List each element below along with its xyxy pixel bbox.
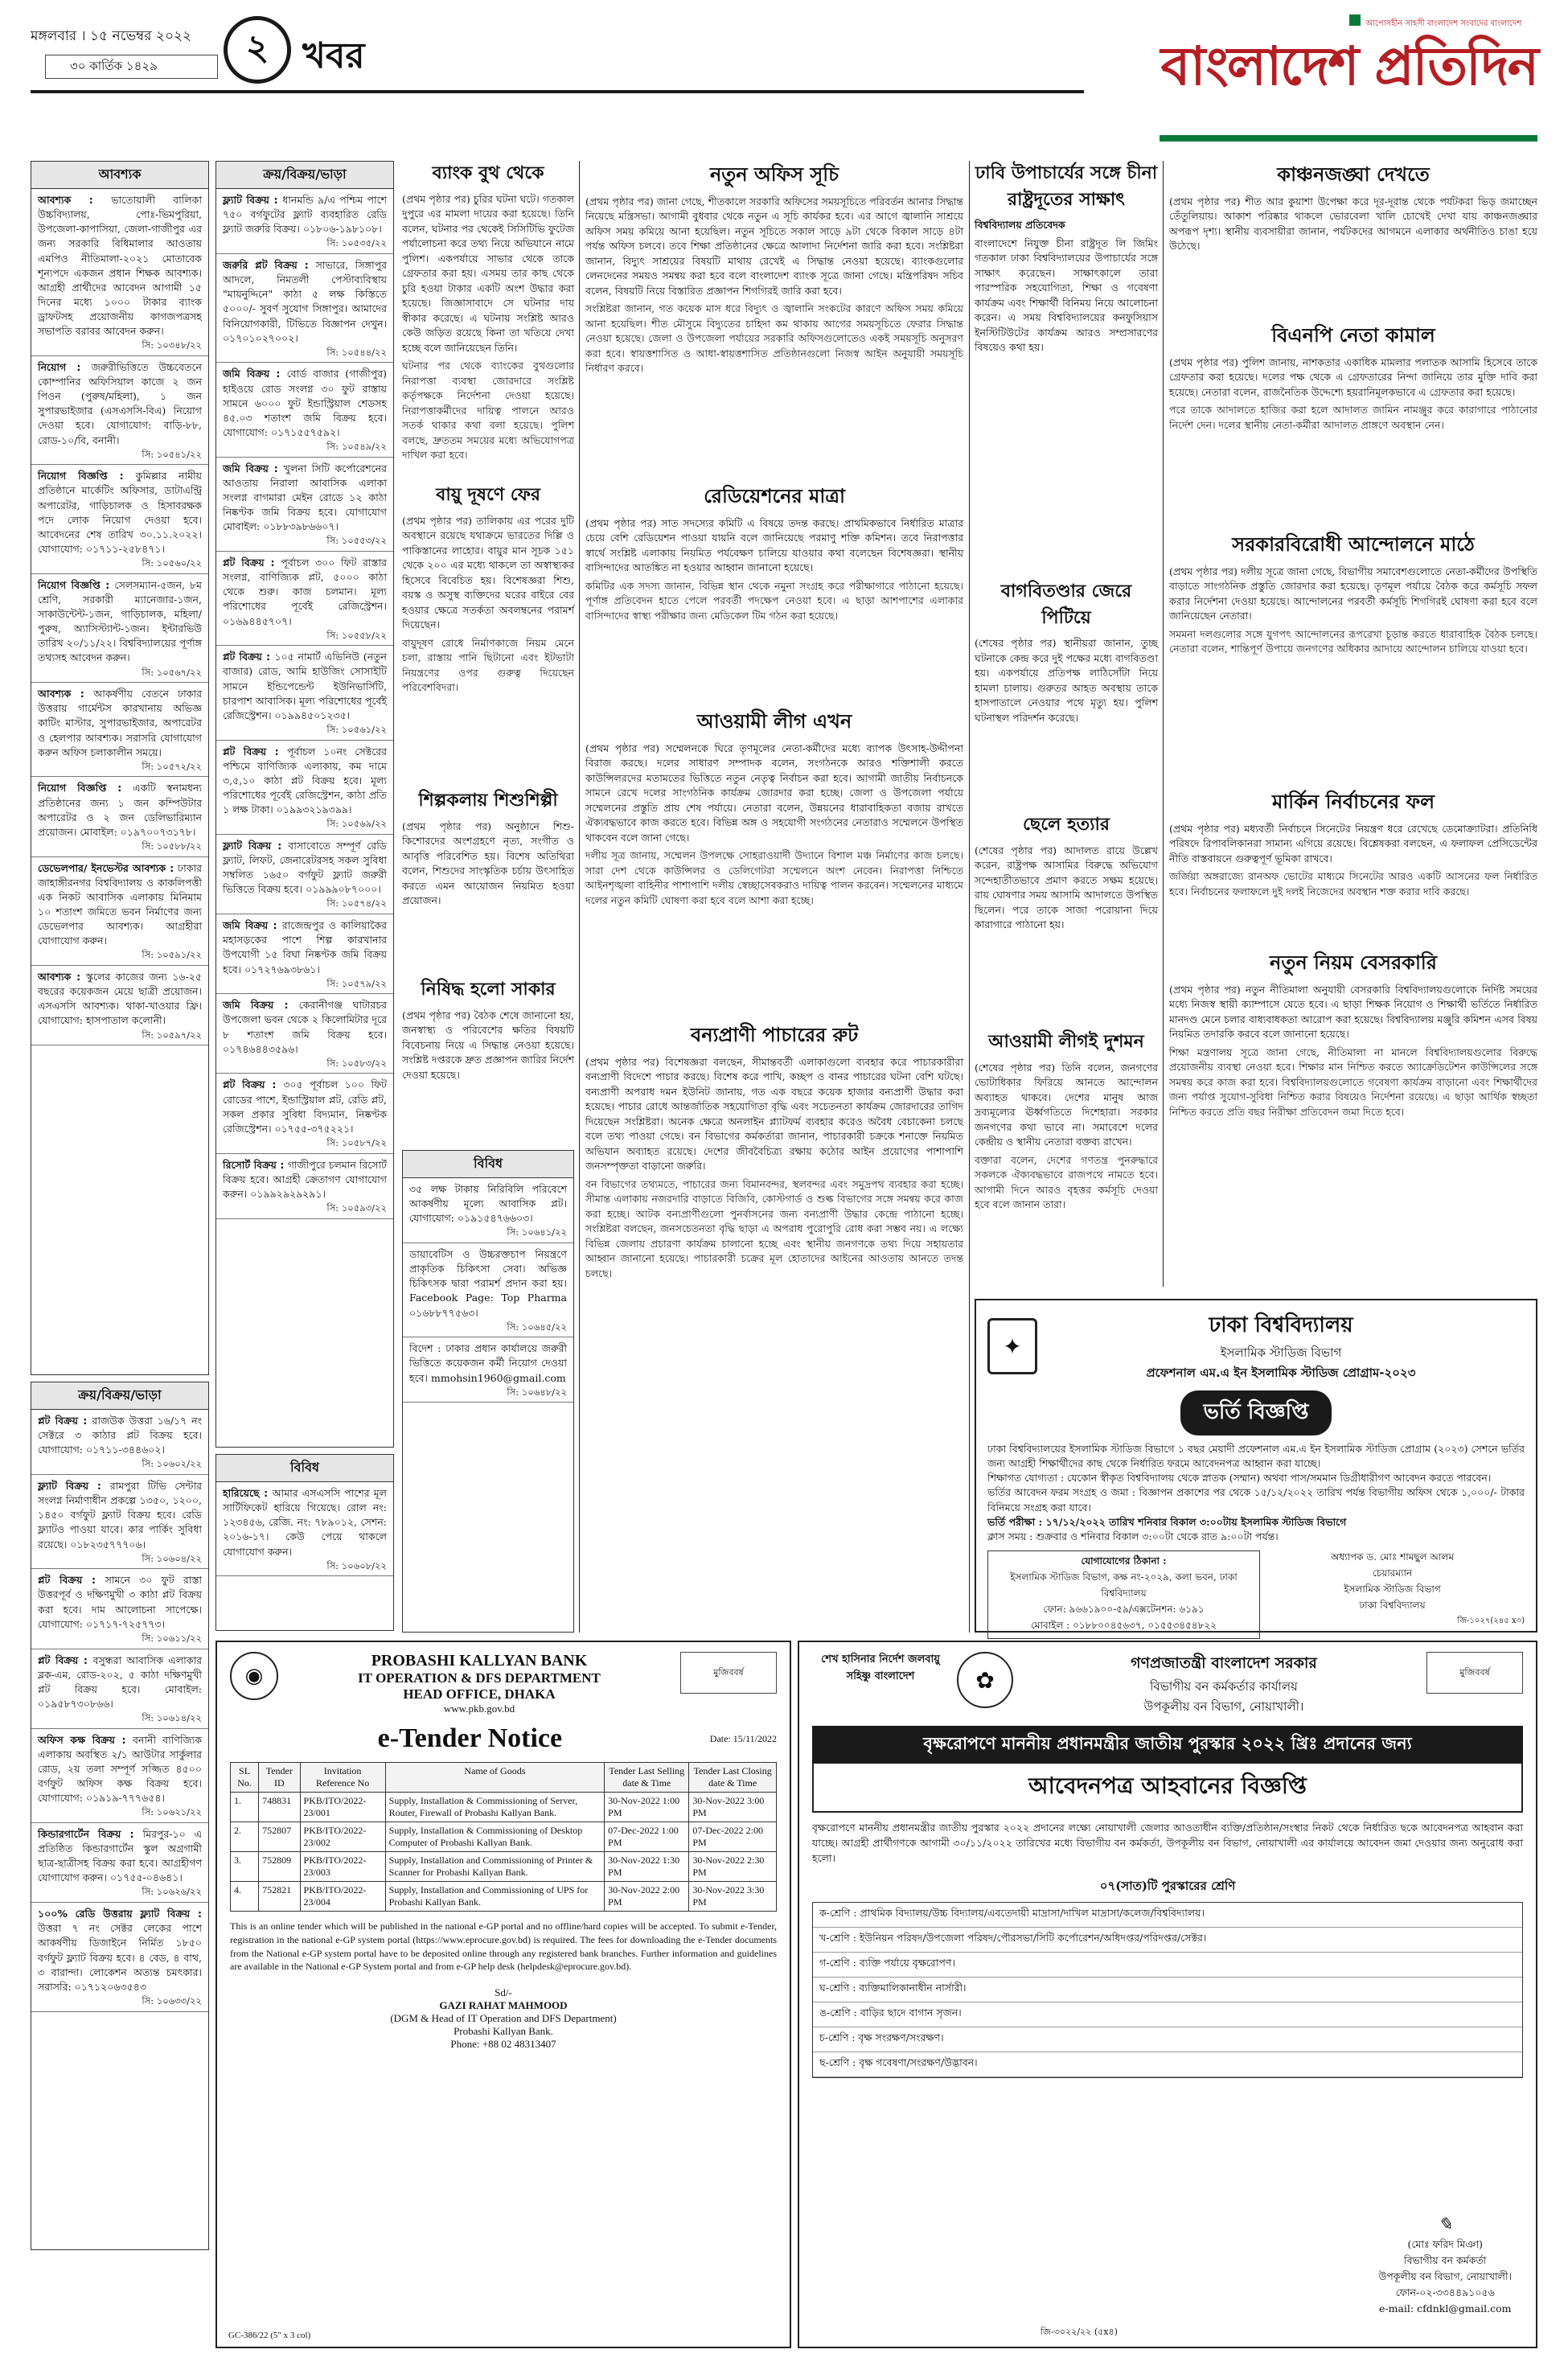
headline[interactable]: বায়ু দূষণে ফের (436, 485, 540, 505)
page-number: ২ (224, 16, 291, 84)
classified-item-ref: সি: ১০৩৪৮/২২ (142, 339, 202, 351)
logo-tagline: আপোসহীন সাহসী বাংলাদেশ সংবাদের বাংলাদেশ (1087, 14, 1521, 31)
classified-item-lead: নিয়োগ বিজ্ঞপ্তি : (38, 782, 133, 795)
tender-table-cell: 30-Nov-2022 1:30 PM (605, 1852, 689, 1882)
tender-table-cell: 30-Nov-2022 3:30 PM (689, 1882, 777, 1912)
classified-item-text: মিরপুর-১০ এ প্রতিষ্ঠিত কিন্ডারগার্টেন স্কুল অগ্রগামী ছাত্র-ছাত্রীসহ বিক্রয় করা হবে। আগ্রহীগণ যোগাযোগ করুন। ০১৭৫৫-০৪৬৪১। (38, 1827, 202, 1884)
classified-misc-list (216, 1482, 393, 1576)
classified-item-lead: প্লট বিক্রয় : (38, 1415, 92, 1427)
classified-item-lead: জমি বিক্রয় : (223, 368, 287, 380)
classified-item-lead: কিন্ডারগার্টেন বিক্রয় : (38, 1827, 143, 1840)
classified-item-ref: সি: ১০৬৪১/২২ (507, 1226, 567, 1238)
classified-sale-list (31, 1410, 208, 2012)
mujib-year-logo: মুজিববর্ষ (1426, 1652, 1523, 1694)
issue-date-bengali-calendar: ৩০ কার্তিক ১৪২৯ (45, 55, 218, 79)
headline[interactable]: রেডিয়েশনের মাত্রা (704, 485, 845, 507)
classified-item-text: ধানমন্ডি ৯/এ পশ্চিম পাশে ৭৫০ বর্গফুটের ফ্ল্যাট ব্যবহারিত রেডি ফ্ল্যাট জরুরি বিক্রয়। ০১৮০৬-১৯৮১০৮। (223, 194, 387, 236)
classified-item-text: বিদেশ : ঢাকার প্রধান কার্যালয়ে জরুরী ভিত্তিতে কয়েকজন কর্মী নিয়োগ দেওয়া হবে। mmohsin1960@gmail.com (409, 1342, 567, 1384)
story-continued-text: পরে তাকে আদালতে হাজির করা হলে আদালত জামিন নামঞ্জুর করে কারাগারে পাঠানোর নির্দেশ দেন। দলের স্থানীয় নেতা-কর্মীরা আদালত প্রাঙ্গণে অবস্থান নেন। (1169, 404, 1537, 431)
tender-table-cell: Supply, Installation and Commissioning of Printer & Scanner for Probashi Kallyan Bank. (385, 1852, 604, 1882)
classified-item[interactable] (216, 1482, 393, 1576)
classified-item[interactable] (216, 1154, 393, 1219)
classified-item-lead: জমি বিক্রয় : (223, 999, 299, 1012)
story-awami-league (585, 708, 963, 911)
classified-item-lead: আবশ্যক : (38, 971, 86, 984)
classified-item-ref: সি: ১০৫৮৮/২২ (142, 840, 202, 852)
classified-item-lead: প্লট বিক্রয় : (223, 557, 281, 569)
tender-table-cell: 30-Nov-2022 3:00 PM (689, 1793, 777, 1822)
ad-category-item: খ-শ্রেণি : ইউনিয়ন পরিষদ/উপজেলা পরিষদ/পৌরসভা/সিটি কর্পোরেশন/অধিদপ্তর/পরিদপ্তর/সেক্টর। (813, 1928, 1522, 1953)
tender-table-header: Invitation Reference No (300, 1763, 385, 1793)
classified-property-title: ক্রয়/বিক্রয়/ভাড়া (216, 162, 393, 189)
headline[interactable]: নতুন নিয়ম বেসরকারি (1270, 951, 1437, 974)
classified-item-ref: সি: ১০৫৬০/২২ (142, 557, 202, 569)
classified-item-text: একটি স্বনামধন্য প্রতিষ্ঠানের জন্য ১ জন কম্পিউটার অপারেটর ও ২ জন ডেলিভারিম্যান প্রয়োজন। মোবাইল: ০১৯৭০০৭৩১৭৮। (38, 782, 202, 838)
misc-box-list (403, 1178, 573, 1403)
classified-item-text: রাজেন্দ্রপুর ও কালিয়াকৈর মহাসড়কের পাশে শিল্প কারখানার উপযোগী ১৫ বিঘা নিষ্কণ্টক জমি বিক্রয় হবে। ০১৭২৭৬৯৩৮৬১। (223, 919, 387, 975)
classified-item-text: পূর্বাচল ৩০০ ফিট রাস্তার সংলগ্ন, বাণিজ্যিক প্লট, ৫০০০ কাঠা থেকে শুরু। কাজ চলমান। মূল্য পরিশোধের পূর্বেই রেজিস্ট্রেশন। ০১৬৯৪৪৫৭০৭। (223, 557, 387, 627)
story-body: (প্রথম পৃষ্ঠার পর) তালিকায় এর পরের দুটি অবস্থানে রয়েছে যথাক্রমে ভারতের দিল্লি ও পাকিস্তানের লাহোর। বায়ুর মান সূচক ১৫১ থেকে ২০০ এর মধ্যে থাকলে তা অস্বাস্থ্যকর হিসেবে বিবেচিত হয়। বিশেষজ্ঞরা শিশু, বয়স্ক ও অসুস্থ ব্যক্তিদের ঘরের বাইরে বের হওয়ার ক্ষেত্রে সতর্কতা অবলম্বনের পরামর্শ দিয়েছেন। (402, 514, 574, 631)
story-body: (শেষের পৃষ্ঠার পর) আদালত রায়ে উল্লেখ করেন, রাষ্ট্রপক্ষ আসামির বিরুদ্ধে অভিযোগ সন্দেহাতীতভাবে প্রমাণ করতে সক্ষম হয়েছে। রায় ঘোষণার সময় আসামি আদালতে উপস্থিত ছিলেন। পরে তাকে সাজা পরোয়ানা দিয়ে কারাগারে পাঠানো হয়। (975, 844, 1158, 931)
ad-program: প্রফেশনাল এম.এ ইন ইসলামিক স্টাডিজ প্রোগ্রাম-২০২৩ (1146, 1366, 1416, 1380)
classified-item-lead: জরুরি প্লট বিক্রয় : (223, 259, 316, 272)
ad-body: ঢাকা বিশ্ববিদ্যালয়ের ইসলামিক স্টাডিজ বিভাগে ১ বছর মেয়াদী প্রফেশনাল এম.এ ইন ইসলামিক স্টাডিজ প্রোগ্রাম (২০২৩) সেশনে ভর্তির জন্য আগ্রহী শিক্ষার্থীদের কাছ থেকে নির্ধারিত ফরমে আবেদনপত্র আহ্বান করা যাচ্ছে। (987, 1443, 1525, 1470)
tender-table-cell: 1. (231, 1793, 259, 1822)
classified-item-text: স্কুলের কাজের জন্য ১৬-২৫ বছরের কয়েকজন মেয়ে ছাত্রী প্রয়োজন। এসএসসি আবশ্যক। থাকা-খাওয়ার ফ্রি। যোগাযোগ: হাসপাতাল কলোনী। (38, 971, 202, 1027)
story-bank-booth (402, 161, 574, 466)
ad-signature: ✎ (মোঃ ফরিদ মিঞা) বিভাগীয় বন কর্মকর্তা উপকূলীয় বন বিভাগ, নোয়াখালী। ফোন-০২-৩৩৪৪৯১০৫৬ e-mail: cfdnkl@gmail.com (1378, 2215, 1512, 2314)
tender-table-cell: PKB/ITO/2022-23/004 (300, 1882, 385, 1912)
story-body: (প্রথম পৃষ্ঠার পর) অনুষ্ঠানে শিশু-কিশোরদের অংশগ্রহণে নৃত্য, সংগীত ও আবৃত্তি পরিবেশিত হয়। বিশেষ অতিথিরা বলেন, শিশুদের সাংস্কৃতিক চর্চায় উৎসাহিত করতে এমন আয়োজন নিয়মিত হওয়া প্রয়োজন। (402, 819, 574, 907)
classified-item-ref: সি: ১০৬০২/২২ (142, 1458, 202, 1470)
classified-item-lead: ফ্ল্যাট বিক্রয় : (223, 194, 283, 206)
tender-title: e-Tender Notice (377, 1723, 563, 1753)
tender-table-cell: 748831 (259, 1793, 300, 1822)
classified-item[interactable] (31, 574, 208, 683)
story-continued-text: দলীয় সূত্র জানায়, সম্মেলন উপলক্ষে সোহরাওয়ার্দী উদ্যানে বিশাল মঞ্চ নির্মাণের কাজ চলছে। সারা দেশ থেকে কাউন্সিলর ও ডেলিগেটরা সম্মেলনে অংশ নেবেন। নিরাপত্তা নিশ্চিতে আইনশৃঙ্খলা বাহিনীর পাশাপাশি দলীয় স্বেচ্ছাসেবকরাও দায়িত্ব পালন করবেন। সম্মেলনের মাধ্যমে দলের নতুন কমিটি ঘোষণা করা হবে বলে আশা করা হচ্ছে। (585, 849, 963, 906)
classified-item-text: বোর্ড বাজার (গাজীপুর) হাইওয়ে রোড সংলগ্ন ৩০ ফুট রাস্তায় সামনে ৬০০০ ফুট ইন্ডাস্ট্রিয়াল শেডসহ ৪৫.০৩ শতাংশ জমি বিক্রয় হবে। যোগাযোগ: ০১৭১৫৫৭৫৯২। (223, 368, 387, 438)
classified-item-text: বসুন্ধরা আবাসিক এলাকার ব্লক-এম, রোড-২০২, ৫ কাঠা দক্ষিণমুখী প্লট বিক্রয় হবে। মোবাইল: ০১৯৫৮৭৩০৮৬৬। (38, 1653, 202, 1710)
ad-contact-box: যোগাযোগের ঠিকানা : ইসলামিক স্টাডিজ বিভাগ, কক্ষ নং-২০২৯, কলা ভবন, ঢাকা বিশ্ববিদ্যালয় ফোন: ৯৬৬১৯০০-৫৯/এক্সটেনশন: ৬১৯১ মোবাইল : ০১৮৮০০৪৫৬৩৭, ০১৫৫৩৪৫৪৮২২ (987, 1550, 1260, 1639)
forest-award-ad (798, 1641, 1537, 2348)
story-wildlife (585, 1021, 963, 1284)
misc-box (402, 1150, 574, 1633)
classified-item-ref: সি: ১০৫৮৭/২২ (326, 1136, 387, 1148)
classified-item-ref: সি: ১০৫৭২/২২ (142, 760, 202, 772)
classified-item-lead: জমি বিক্রয় : (223, 462, 284, 474)
headline[interactable]: নতুন অফিস সূচি (709, 163, 839, 186)
headline[interactable]: বন্যপ্রাণী পাচারের রুট (690, 1024, 859, 1046)
classified-item[interactable] (216, 741, 393, 835)
tender-table-header: Name of Goods (385, 1763, 604, 1793)
classified-item[interactable] (31, 1823, 208, 1903)
classified-item-ref: সি: ১০৫৬১/২২ (326, 723, 387, 735)
classified-item-ref: সি: ১০৫৪৯/২২ (326, 441, 387, 453)
classified-item-text: ১০৫ নামার্ট এভিনিউ (নতুন বাজার) রোড, আমি হাউজিং সোসাইটি সামনে ইন্ডিপেন্ডেন্ট ইউনিভার্সিটি, চারপাশ আবাসিক। মূল্য পরিশোধের পূর্বেই রেজিস্ট্রেশন। ০১৯৯৪৫০১২৩৫। (223, 651, 387, 721)
classified-item[interactable] (216, 1074, 393, 1153)
classified-item-ref: সি: ১০৫৭৪/২২ (326, 897, 387, 910)
classified-item-text: উত্তরা ৭ নং সেক্টর লেকের পাশে আকর্ষণীয় ডিজাইনে নির্মিত ১৮৫০ বর্গফুট ফ্ল্যাট বিক্রয় হবে। ৪ বেড, ৪ বাথ, ৩ বারান্দা। লোকেশন অত্যন্ত চমৎকার। সরাসরি: ০১৭১২০৬৩৫৪৩ (38, 1922, 202, 1993)
ad-category-item: ঘ-শ্রেণি : ব্যক্তিমালিকানাধীন নার্সারী। (813, 1978, 1522, 2002)
classified-item-text: ঢাকার জাহাঙ্গীরনগর বিশ্ববিদ্যালয় ও কাকলিপত্তী এক নিকট আবাসিক এলাকায় মিনিমাম ১০ শতাংশ জমিতে ভবন নির্মাণের জন্য ডেভেলপার আবশ্যক। আগ্রহীরা যোগাযোগ করুন। (38, 861, 202, 947)
tender-notice-ad (215, 1641, 791, 2348)
story-us-election (1169, 788, 1537, 902)
ad-category-heading: ০৭(সাত)টি পুরস্কারের শ্রেণি (1099, 1879, 1236, 1894)
tender-table-row (231, 1793, 777, 1822)
ad-eligibility: শিক্ষাগত যোগ্যতা : যেকোন স্বীকৃত বিশ্ববিদ্যালয় থেকে স্নাতক (সম্মান) অথবা পাস/সমমান ডিগ্রীধারীগণ আবেদন করতে পারবেন। (987, 1472, 1492, 1485)
classified-item[interactable] (31, 857, 208, 966)
tender-table-row (231, 1852, 777, 1882)
column-divider (1163, 161, 1164, 1287)
story-body: বাংলাদেশে নিযুক্ত চীনা রাষ্ট্রদূত লি জিমিং গতকাল ঢাকা বিশ্ববিদ্যালয়ের উপাচার্যের সঙ্গে সাক্ষাৎ করেছেন। সাক্ষাৎকালে তারা পারস্পরিক সহযোগিতা, শিক্ষা ও গবেষণা কার্যক্রম এবং শিক্ষার্থী বিনিময় নিয়ে আলোচনা করেন। এ সময় বিশ্ববিদ্যালয়ের কনফুসিয়াস ইনস্টিটিউটের কার্যক্রম আরও সম্প্রসারণের বিষয়েও কথা হয়। (975, 236, 1158, 354)
classified-item-ref: সি: ১০৬২৬/২২ (142, 1886, 202, 1898)
classified-item-lead: ফ্ল্যাট বিক্রয় : (38, 1480, 110, 1493)
classified-item-text: বনানী বাণিজ্যিক এলাকায় অবস্থিত ২/১ আউটার সার্কুলার রোড, ২য় তলা সম্পূর্ণ সজ্জিত ৪৫০০ বর্গফুট অফিস কক্ষ বিক্রয় হবে। যোগাযোগ: ০১৯১৯-৭৭৭৬৫৪। (38, 1733, 203, 1805)
story-body: (প্রথম পৃষ্ঠার পর) বিশেষজ্ঞরা বলছেন, সীমান্তবর্তী এলাকাগুলো ব্যবহার করে পাচারকারীরা বন্যপ্রাণী বিদেশে পাচার করছে। বিশেষ করে পাখি, কচ্ছপ ও বানর পাচারের ঘটনা বেশি ঘটছে। বন্যপ্রাণী অপরাধ দমন ইউনিট জানায়, গত এক বছরে কয়েক হাজার বন্যপ্রাণী উদ্ধার করা হয়েছে। পাচার রোধে আন্তর্জাতিক সহযোগিতা বৃদ্ধি এবং সচেতনতা কার্যক্রম জোরদারের তাগিদ দিয়েছেন সংশ্লিষ্টরা। অনেক ক্ষেত্রে অনলাইন প্ল্যাটফর্ম ব্যবহার করেও অবৈধ বেচাকেনা চলছে বলে তথ্য পাওয়া গেছে। বন বিভাগের কর্মকর্তারা জানান, পাচারকারী চক্রকে শনাক্তে নিয়মিত অভিযান অব্যাহত রয়েছে। দেশের জীববৈচিত্র্য রক্ষায় কঠোর আইন প্রয়োগের পাশাপাশি জনসম্পৃক্ততা বাড়ানো জরুরি। (585, 1055, 963, 1173)
classified-item-ref: সি: ১০৬৪৫/২২ (507, 1320, 567, 1333)
classified-item-ref: সি: ১০৫৯৭/২২ (142, 1029, 202, 1041)
classified-item-text: সেলসম্যান-৫জন, ৮ম শ্রেণি, সরকারী ম্যানেজার-১জন, সাকাউন্টেন্ট-১জন, গাড়িচালক, মহিলা/পুরুষ, অ্যাসিস্ট্যান্ট-১জন। ইন্টারভিউ তারিখ ২০/১১/২২। বিশ্ববিদ্যালয়ের পূর্ণাঙ্গ তথ্যসহ আবেদন করুন। (38, 578, 202, 664)
classified-item[interactable] (403, 1178, 573, 1243)
classified-item-text: রামপুরা টিভি সেন্টার সংলগ্ন নির্মাণাধীন প্রকল্পে ১৩৫০, ১২০০, ১৪৫০ বর্গফুট ফ্ল্যাট বিক্রয় হবে। রেডি ফ্ল্যাটও পাওয়া যাবে। কার পার্কিং সুবিধা রয়েছে। ০১৮২৩৫৭৭৭০৬। (38, 1480, 202, 1550)
headline[interactable]: বাগবিতণ্ডার জেরে পিটিয়ে (1000, 581, 1132, 628)
classified-item[interactable] (216, 189, 393, 254)
classified-item-ref: সি: ১০৬০৮/২২ (326, 1559, 387, 1571)
headline[interactable]: আওয়ামী লীগই দুশমন (988, 1032, 1144, 1052)
ad-exam: ভর্তি পরীক্ষা : ১৭/১২/২০২২ তারিখ শনিবার বিকাল ৩:০০টায় ইসলামিক স্টাডিজ বিভাগে (987, 1515, 1347, 1528)
story-body: (শেষের পৃষ্ঠার পর) স্থানীয়রা জানান, তুচ্ছ ঘটনাকে কেন্দ্র করে দুই পক্ষের মধ্যে বাগবিতণ্ডা হয়। একপর্যায়ে প্রতিপক্ষ লাঠিসোঁটা নিয়ে হামলা চালায়। গুরুতর আহত অবস্থায় তাকে হাসপাতালে নেওয়ার পথে মৃত্যু হয়। পুলিশ ঘটনাস্থল পরিদর্শন করেছে। (975, 637, 1158, 724)
tender-table-header: Tender ID (259, 1763, 300, 1793)
classified-item-ref: সি: ১০৫৭৯/২২ (326, 977, 387, 989)
story-air-pollution (402, 483, 574, 699)
tender-table-cell: PKB/ITO/2022-23/003 (300, 1852, 385, 1882)
tender-table-cell: 752809 (259, 1852, 300, 1882)
classified-misc-title: বিবিধ (216, 1455, 393, 1482)
tender-table-cell: 2. (231, 1822, 259, 1852)
story-office-schedule (585, 161, 963, 380)
story-body: (প্রথম পৃষ্ঠার পর) সাত সদস্যের কমিটি এ বিষয়ে তদন্ত করছে। প্রাথমিকভাবে নির্ধারিত মাত্রার চেয়ে বেশি রেডিয়েশন পাওয়া যায়নি বলে জানিয়েছে পরমাণু শক্তি কমিশন। তবে নিরাপত্তার স্বার্থে সংশ্লিষ্ট এলাকায় নিয়মিত পর্যবেক্ষণ চালিয়ে যাওয়ার কথা বলেছেন বিশেষজ্ঞরা। স্থানীয় বাসিন্দাদের আতঙ্কিত না হওয়ার আহ্বান জানানো হয়েছে। (585, 516, 963, 574)
classified-item-ref: সি: ১০৫৯১/২২ (142, 949, 202, 961)
classified-item-ref: সি: ১০৫৪৪/২২ (326, 346, 387, 358)
classified-item-ref: সি: ১০৫৪১/২২ (142, 448, 202, 460)
classified-item-lead: ১০০% রেডি উত্তরায় ফ্ল্যাট বিক্রয় : (38, 1908, 202, 1920)
classified-item-text: সামনে ৩০ ফুট রাস্তা উত্তরপূর্ব ও দক্ষিণমুখী ৩ কাঠা প্লট বিক্রয় করা হবে। দাম আলোচনা সাপেক্ষে। যোগাযোগ: ০১৭১৭-৭২৫৭৭৩। (38, 1574, 203, 1630)
story-art (402, 788, 574, 912)
story-continued-text: ঘটনার পর থেকে ব্যাংকের বুথগুলোর নিরাপত্তা ব্যবস্থা জোরদারে সংশ্লিষ্ট কর্তৃপক্ষকে নির্দেশনা দেওয়া হয়েছে। নিরাপত্তাকর্মীদের দায়িত্ব পালনে আরও সতর্ক থাকার কথা বলা হয়েছে। পুলিশ বলছে, দ্রুততম সময়ের মধ্যে অভিযোগপত্র দাখিল করা হবে। (402, 359, 574, 462)
university-seal-icon: ✦ (987, 1318, 1037, 1374)
ad-headline-1: বৃক্ষরোপণে মাননীয় প্রধানমন্ত্রীর জাতীয় পুরস্কার ২০২২ খ্রিঃ প্রদানের জন্য (812, 1726, 1523, 1764)
classified-item-ref: সি: ১০৫৯৩/২২ (326, 1202, 387, 1214)
headline[interactable]: ছেলে হত্যার (1022, 815, 1110, 835)
classified-item[interactable] (31, 1903, 208, 2011)
classified-item[interactable] (31, 1569, 208, 1649)
story-body: (প্রথম পৃষ্ঠার পর) বৈঠক শেষে জানানো হয়, জনস্বাস্থ্য ও পরিবেশের ক্ষতির বিষয়টি বিবেচনায় নিয়ে এ সিদ্ধান্ত নেওয়া হয়েছে। সংশ্লিষ্ট দপ্তরকে দ্রুত প্রজ্ঞাপন জারির নির্দেশ দেওয়া হয়েছে। (402, 1008, 574, 1081)
classified-item-lead: প্লট বিক্রয় : (223, 651, 275, 663)
story-govt-movement (1169, 531, 1537, 660)
bank-logo-icon: ◉ (230, 1652, 278, 1700)
headline[interactable]: ব্যাংক বুথ থেকে (432, 163, 544, 183)
classified-item[interactable] (216, 552, 393, 646)
classified-item[interactable] (31, 683, 208, 777)
classified-item-text: কেরানীগঞ্জ ঘাটারচর উপজেলা ভবন থেকে ২ কিলোমিটার দূরে ৮ শতাংশ জমি বিক্রয় হবে। ০১৭৪৬৪৪৩৫৯৬। (223, 999, 388, 1055)
classified-item-lead: রিসোর্ট বিক্রয় : (223, 1158, 288, 1171)
headline[interactable]: নিষিদ্ধ হলো সাকার (421, 980, 556, 1000)
classified-item-ref: সি: ১০৫৫৮/২২ (326, 629, 387, 641)
ad-category-item: ঙ-শ্রেণি : বাড়ির ছাদে বাগান সৃজন। (813, 2002, 1522, 2027)
classified-item[interactable] (216, 254, 393, 363)
tender-table-cell: 752821 (259, 1882, 300, 1912)
classified-item-lead: নিয়োগ বিজ্ঞপ্তি : (38, 470, 136, 483)
story-enemy (975, 1029, 1158, 1216)
classified-item-ref: সি: ১০৫৮৩/২২ (326, 1057, 387, 1069)
ad-form: ভর্তির আবেদন ফরম সংগ্রহ ও জমা : বিজ্ঞাপন প্রকাশের পর থেকে ১৫/১২/২০২২ তারিখ পর্যন্ত বিভাগীয় অফিস থেকে ১,০০০/- টাকার বিনিময়ে সংগ্রহ করা যাবে। (987, 1486, 1525, 1514)
story-body: (প্রথম পৃষ্ঠার পর) দলীয় সূত্রে জানা গেছে, বিভাগীয় সমাবেশগুলোতে নেতা-কর্মীদের উপস্থিতি বাড়াতে সাংগঠনিক প্রস্তুতি জোরদার করা হয়েছে। তৃণমূল পর্যায়ে বৈঠক করে কর্মসূচি সফল করার নির্দেশনা দেওয়া হয়েছে। আন্দোলনের পরবর্তী কর্মসূচি শিগগিরই ঘোষণা করা হবে বলে জানিয়েছেন নেতারা। (1169, 565, 1537, 622)
ad-slogan: শেখ হাসিনার নির্দেশ জলবায়ু সহিষ্ণু বাংলাদেশ (821, 1653, 940, 1682)
story-body: (প্রথম পৃষ্ঠার পর) পুলিশ জানায়, নাশকতার একাধিক মামলার পলাতক আসামি হিসেবে তাকে গ্রেফতার করা হয়েছে। দলের পক্ষ থেকে এ গ্রেফতারের নিন্দা জানিয়ে তার মুক্তি দাবি করা হয়েছে। নেতারা বলেন, রাজনৈতিক উদ্দেশ্যে হয়রানিমূলকভাবে এ গ্রেফতার করা হয়েছে। (1169, 355, 1537, 398)
classified-item-lead: হারিয়েছে : (223, 1487, 273, 1499)
tender-table-cell: 4. (231, 1882, 259, 1912)
classified-item-text: বাসাবোতে সম্পূর্ণ রেডি ফ্ল্যাট, লিফট, জেনারেটরসহ সকল সুবিধা সম্বলিত ১৬৫০ বর্গফুট ফ্ল্যাট জরুরী ভিত্তিতে বিক্রয় হবে। ০১৯৯৯০৮৭০০০। (223, 839, 387, 896)
ad-code: জি-৩০২২/২২ (৫x৪) (1041, 2327, 1118, 2337)
story-prohibit (402, 977, 574, 1086)
tender-bank-name: PROBASHI KALLYAN BANK (371, 1652, 588, 1670)
story-son-murder (975, 812, 1158, 936)
classified-item-ref: সি: ১০৬৪৮/২২ (507, 1386, 567, 1398)
classified-jobs-list (31, 189, 208, 1045)
tender-table-row (231, 1882, 777, 1912)
ad-body: বৃক্ষরোপণে মাননীয় প্রধানমন্ত্রীর জাতীয় পুরস্কার ২০২২ প্রদানের লক্ষ্যে নোয়াখালী জেলার আওতাধীন ব্যক্তি/প্রতিষ্ঠান/সংস্থার নিকট থেকে নির্ধারিত ছকে আবেদনপত্র আহবান করা যাচ্ছে। আগ্রহী প্রার্থীগণকে আগামী ৩০/১১/২০২২ তারিখের মধ্যে বিভাগীয় বন কর্মকর্তা, উপকূলীয় বন বিভাগ, নোয়াখালী এর কার্যালয়ে আবেদন জমা দেওয়ার জন্য অনুরোধ করা হলো। (812, 1822, 1523, 1864)
classified-item[interactable] (216, 835, 393, 914)
classified-item-lead: প্লট বিক্রয় : (38, 1653, 93, 1666)
story-bagerhat (975, 579, 1158, 729)
classified-item-text: ৩০৫ পূর্বাচল ১০০ ফিট রোডের পাশে, ইন্ডাস্ট্রিয়াল প্লট, রেডি প্লট, সকল প্রকার সুবিধা বিদ্যমান, নিষ্কণ্টক রেজিস্ট্রেশন। ০১৭৫৫-৩৭৫২২১। (223, 1078, 387, 1135)
classified-item[interactable] (31, 1410, 208, 1475)
story-continued-text: কমিটির এক সদস্য জানান, বিভিন্ন স্থান থেকে নমুনা সংগ্রহ করে পরীক্ষাগারে পাঠানো হয়েছে। পূর্ণাঙ্গ প্রতিবেদন হাতে পেলে পরবর্তী পদক্ষেপ নেওয়া হবে। এ ছাড়া আশপাশের এলাকার বাসিন্দাদের স্বাস্থ্য পরীক্ষার জন্য মেডিকেল টিম গঠন করা হয়েছে। (585, 579, 963, 622)
classified-item[interactable] (31, 1475, 208, 1569)
classified-item[interactable] (31, 966, 208, 1045)
misc-box-title: বিবিধ (403, 1151, 573, 1178)
section-title: খবর (302, 35, 365, 76)
tender-table-cell: 30-Nov-2022 2:30 PM (689, 1852, 777, 1882)
story-body: (প্রথম পৃষ্ঠার পর) জানা গেছে, শীতকালে সরকারি অফিসের সময়সূচিতে পরিবর্তন আনার সিদ্ধান্ত নিয়েছে মন্ত্রিসভা। আগামী বুধবার থেকে নতুন এ সূচি কার্যকর হবে। এর আগে জ্বালানি সাশ্রয়ে অফিস সময় কমিয়ে আনা হয়েছিল। নতুন সূচিতে সকাল সাড়ে ৯টা থেকে বিকাল সাড়ে ৪টা পর্যন্ত অফিস চলবে। তবে শিক্ষা প্রতিষ্ঠানের ক্ষেত্রে আলাদা নির্দেশনা জারি করা হবে। সংশ্লিষ্টরা জানান, বিদ্যুৎ সাশ্রয়ের বিষয়টি মাথায় রেখেই এ সিদ্ধান্ত নেওয়া হয়েছে। ব্যাংকগুলোর লেনদেনের সময়ও সমন্বয় করা হবে বলে বাংলাদেশ ব্যাংক সূত্রে জানা গেছে। মন্ত্রিপরিষদ সচিব বলেন, বিষয়টি নিয়ে বিস্তারিত প্রজ্ঞাপন শিগগিরই জারি করা হবে। (585, 195, 963, 297)
story-kanchenjunga (1169, 161, 1537, 257)
story-continued-text: বন বিভাগের তথ্যমতে, পাচারের জন্য বিমানবন্দর, স্থলবন্দর এবং সমুদ্রপথ ব্যবহার করা হচ্ছে। সীমান্ত এলাকায় নজরদারি বাড়াতে বিজিবি, কোস্টগার্ড ও শুল্ক বিভাগের সঙ্গে সমন্বয় করে কাজ করা হচ্ছে। আটক বন্যপ্রাণীগুলো পুনর্বাসনের জন্য বন্যপ্রাণী উদ্ধার কেন্দ্রে পাঠানো হচ্ছে। সংশ্লিষ্টরা বলছেন, জনসচেতনতা বৃদ্ধি ছাড়া এ অপরাধ পুরোপুরি রোধ করা সম্ভব নয়। এ লক্ষ্যে বিভিন্ন জেলায় প্রচারণা কার্যক্রম চালানো হচ্ছে এবং স্থানীয় জনগণকে তথ্য দিয়ে সহায়তার আহ্বান জানানো হয়েছে। পাচারকারী চক্রের মূল হোতাদের আইনের আওতায় আনতে তদন্ত চলছে। (585, 1177, 963, 1279)
ad-government: গণপ্রজাতন্ত্রী বাংলাদেশ সরকার (1131, 1654, 1317, 1672)
story-du-china (975, 161, 1158, 359)
classified-item[interactable] (31, 356, 208, 465)
du-admission-ad (975, 1299, 1537, 1633)
classified-jobs-title: আবশ্যক (31, 162, 208, 189)
classified-item[interactable] (216, 994, 393, 1074)
tender-office: HEAD OFFICE, DHAKA (403, 1686, 556, 1702)
column-divider (579, 161, 580, 1633)
classified-item-ref: সি: ১০৫৩৫/২২ (326, 237, 387, 249)
issue-date: মঙ্গলবার । ১৫ নভেম্বর ২০২২ (31, 28, 192, 44)
classified-item-ref: সি: ১০৬১৪/২২ (142, 1712, 202, 1724)
tender-code: GC-386/22 (5" x 3 col) (228, 2331, 311, 2340)
government-seal-icon: ✿ (957, 1652, 1013, 1708)
classified-item[interactable] (403, 1243, 573, 1337)
classified-item[interactable] (216, 914, 393, 994)
ad-category-item: চ-শ্রেণি : বৃক্ষ সংরক্ষণ/সংরক্ষণ। (813, 2027, 1522, 2052)
classified-item-text: গাজীপুরে চলমান রিসোর্ট বিক্রয় হবে। আগ্রহী ক্রেতাগণ যোগাযোগ করুন। ০১৯৯২৯২৯২৯১। (223, 1158, 387, 1200)
story-continued-text: সংশ্লিষ্টরা জানান, গত কয়েক মাস ধরে বিদ্যুৎ ও জ্বালানি সংকটের কারণে অফিস সময় কমিয়ে আনা হয়েছিল। শীত মৌসুমে বিদ্যুতের চাহিদা কম থাকায় আগের সময়সূচিতে ফেরার সিদ্ধান্ত নেওয়া হয়েছে। জেলা ও উপজেলা পর্যায়ের সরকারি অফিসগুলোতেও একই সময়সূচি অনুসরণ করা হবে। স্বায়ত্তশাসিত ও আধা-স্বায়ত্তশাসিত প্রতিষ্ঠানগুলো নিজস্ব আইন অনুযায়ী সময়সূচি নির্ধারণ করবে। (585, 302, 963, 375)
ad-category-item: ছ-শ্রেণি : বৃক্ষ গবেষণা/সংরক্ষণ/উদ্ভাবন। (813, 2052, 1522, 2077)
classified-item-ref: সি: ১০৫৫৩/২২ (326, 535, 387, 547)
classified-item-text: ডায়াবেটিস ও উচ্চরক্তচাপ নিয়ন্ত্রণে প্রাকৃতিক চিকিৎসা সেবা। অভিজ্ঞ চিকিৎসক দ্বারা পরামর্শ প্রদান করা হয়। Facebook Page: Top Pharma ০১৬৮৮৭৭৫৬৩। (409, 1248, 567, 1319)
story-body: (শেষের পৃষ্ঠার পর) তিনি বলেন, জনগণের ভোটাধিকার ফিরিয়ে আনতে আন্দোলন অব্যাহত থাকবে। দেশের মানুষ আজ দ্রব্যমূল্যের ঊর্ধ্বগতিতে দিশেহারা। সরকার জনগণের কথা ভাবে না। সমাবেশে দলের কেন্দ্রীয় ও স্থানীয় নেতারা বক্তব্য রাখেন। (975, 1061, 1158, 1148)
classified-item-ref: সি: ১০৫৬৯/২২ (326, 818, 387, 830)
tender-table-cell: PKB/ITO/2022-23/002 (300, 1822, 385, 1852)
story-body: (প্রথম পৃষ্ঠার পর) নতুন নীতিমালা অনুযায়ী বেসরকারি বিশ্ববিদ্যালয়গুলোকে নির্দিষ্ট সময়ের মধ্যে নিজস্ব স্থায়ী ক্যাম্পাসে যেতে হবে। এ ছাড়া শিক্ষক নিয়োগ ও শিক্ষার্থী ভর্তিতে নির্ধারিত মানদণ্ড মেনে চলার বাধ্যবাধকতা আরোপ করা হয়েছে। বিশ্ববিদ্যালয় মঞ্জুরি কমিশন এসব বিষয় নিয়মিত তদারকি করবে বলে জানানো হয়েছে। (1169, 983, 1537, 1041)
story-body: (প্রথম পৃষ্ঠার পর) শীত আর কুয়াশা উপেক্ষা করে দূর-দূরান্ত থেকে পর্যটকরা ভিড় জমাচ্ছেন তেঁতুলিয়ায়। আকাশ পরিষ্কার থাকলে ভোরবেলা খালি চোখেই দেখা যায় কাঞ্চনজঙ্ঘার অপরূপ দৃশ্য। স্থানীয় ব্যবসায়ীরা জানান, পর্যটকদের আগমনে এলাকার অর্থনীতিও চাঙা হয়ে উঠেছে। (1169, 195, 1537, 253)
tender-table-cell: 752807 (259, 1822, 300, 1852)
tender-table-cell: 07-Dec-2022 1:00 PM (605, 1822, 689, 1852)
classified-item-lead: আবশ্যক : (38, 194, 112, 206)
classified-property-list (216, 189, 393, 1219)
classified-item-lead: অফিস কক্ষ বিক্রয় : (38, 1733, 133, 1746)
tender-table-cell: Supply, Installation & Commissioning of Server, Router, Firewall of Probashi Kallyan Bank. (385, 1793, 604, 1822)
classified-item[interactable] (31, 465, 208, 573)
tender-url[interactable]: www.pkb.gov.bd (443, 1702, 515, 1715)
tender-table-header: SL No. (231, 1763, 259, 1793)
story-kamal (1169, 322, 1537, 436)
tender-signature: Sd/- GAZI RAHAT MAHMOOD (DGM & Head of IT Operation and DFS Department) Probashi Kallyan Bank. Phone: +88 02 48313407 (390, 1986, 617, 2051)
tender-table-cell: PKB/ITO/2022-23/001 (300, 1793, 385, 1822)
story-continued-text: শিক্ষা মন্ত্রণালয় সূত্রে জানা গেছে, নীতিমালা না মানলে বিশ্ববিদ্যালয়গুলোর বিরুদ্ধে প্রয়োজনীয় ব্যবস্থা নেওয়া হবে। শিক্ষার মান নিশ্চিত করতে অ্যাক্রেডিটেশন কাউন্সিলের সঙ্গে সমন্বয় করে কাজ করা হবে। বিশ্ববিদ্যালয়গুলোতে গবেষণা কার্যক্রম বাড়ানো এবং শিক্ষার্থীদের জন্য পর্যাপ্ত সুযোগ-সুবিধা নিশ্চিত করার বিষয়েও নির্দেশনা রয়েছে। এ ছাড়া আর্থিক স্বচ্ছতা নিশ্চিত করতে প্রতি বছর নিরীক্ষা প্রতিবেদন জমা দিতে হবে। (1169, 1045, 1537, 1118)
classified-item-text: ৩৫ লক্ষ টাকায় নিরিবিলি পরিবেশে আকর্ষণীয় মূল্যে আবাসিক প্লট। যোগাযোগ: ০১৯১৫৪৭৬৬০৩। (409, 1183, 567, 1225)
tender-table (230, 1762, 777, 1912)
classified-jobs-box (31, 161, 209, 1375)
headline[interactable]: বিএনপি নেতা কামাল (1271, 324, 1435, 347)
classified-item-lead: ডেভেলপার/ ইনভেস্টর আবশ্যক : (38, 861, 179, 874)
headline[interactable]: মার্কিন নির্বাচনের ফল (1271, 791, 1435, 813)
ad-class-time: ক্লাস সময় : শুক্রবার ও শনিবার বিকাল ৩:০০টা থেকে রাত ৯:০০টা পর্যন্ত। (987, 1530, 1279, 1542)
header-rule (31, 90, 1084, 93)
classified-item-text: খুলনা সিটি কর্পোরেশনের আওতায় নিরালা আবাসিক এলাকা সংলগ্ন বাগমারা মেইন রোডে ১২ কাঠা নিষ্কণ্টক জমি বিক্রয় হবে। যোগাযোগ মোবাইল: ০১৮৮৩৯৮৬৬০৭। (223, 462, 387, 533)
classified-item-ref: সি: ১০৫৬৭/২২ (142, 666, 202, 678)
classified-item-lead: নিয়োগ বিজ্ঞপ্তি : (38, 578, 115, 591)
story-body: (প্রথম পৃষ্ঠার পর) মধ্যবর্তী নির্বাচনে সিনেটের নিয়ন্ত্রণ ধরে রেখেছে ডেমোক্র্যাটরা। প্রতিনিধি পরিষদে রিপাবলিকানরা সামান্য এগিয়ে রয়েছে। বিশ্লেষকরা বলছেন, এ ফলাফল প্রেসিডেন্টের নীতি বাস্তবায়নে গুরুত্বপূর্ণ ভূমিকা রাখবে। (1169, 822, 1537, 865)
classified-item-ref: সি: ১০৬১১/২২ (142, 1632, 202, 1644)
classified-misc-box (215, 1454, 394, 1631)
tender-date: Date: 15/11/2022 (709, 1732, 777, 1744)
classified-item-lead: ফ্ল্যাট বিক্রয় : (223, 839, 289, 852)
byline: বিশ্ববিদ্যালয় প্রতিবেদক (975, 219, 1065, 232)
classified-item[interactable] (31, 777, 208, 856)
classified-item-ref: সি: ১০৬০৪/২২ (142, 1552, 202, 1564)
newspaper-logo[interactable] (1087, 14, 1537, 153)
ad-signature-block: অধ্যাপক ড. মোঃ শামছুল আলম চেয়ারম্যান ইসলামিক স্টাডিজ বিভাগ ঢাকা বিশ্ববিদ্যালয় জি-১০২৭(২৪৫ x৩) (1331, 1550, 1525, 1625)
classified-item-text: আকর্ষণীয় বেতনে ঢাকার উত্তরায় গার্মেন্টস কারখানায় অভিজ্ঞ কাটিং মাস্টার, সুপারভাইজার, অপারেটর ও হেলপার আবশ্যক। সরাসরি যোগাযোগ করুন অফিস চলাকালীন সময়ে। (38, 688, 202, 758)
classified-item[interactable] (216, 363, 393, 457)
classified-sale-title: ক্রয়/বিক্রয়/ভাড়া (31, 1382, 208, 1410)
ad-department: ইসলামিক স্টাডিজ বিভাগ (1220, 1345, 1342, 1360)
story-body: (প্রথম পৃষ্ঠার পর) চুরির ঘটনা ঘটে। গতকাল দুপুরে এর মামলা দায়ের করা হয়েছে। তিনি বলেন, ঘটনার পর থেকেই সিসিটিভি ফুটেজ পর্যালোচনা করে তথ্য নিয়ে অভিযানে নামে পুলিশ। একপর্যায়ে সাভার থেকে তাকে গ্রেফতার করা হয়। এসময় তার কাছ থেকে চুরি হওয়া টাকার একটি অংশ উদ্ধার করা হয়েছে। জিজ্ঞাসাবাদে সে ঘটনার দায় স্বীকার করেছে। এ ঘটনায় সংশ্লিষ্ট আরও কেউ জড়িত রয়েছে কিনা তা খতিয়ে দেখা হচ্ছে বলে জানিয়েছেন তিনি। (402, 192, 574, 354)
classified-item[interactable] (31, 189, 208, 356)
classified-item-text: সাভারে, সিঙ্গাপুর আদলে, নিমতলী পেস্টাব্যবিস্থায় "মায়নুদ্দিনে" কাঠা ৫ লক্ষ কিস্তিতে ৫০০০/- সুবর্ণ সুযোগ সিঙ্গাপুর। আমাদের বিনিয়োগকারী, টিভিতে বিজ্ঞাপন দেখুন। ০১৭০১০২৭০০২। (223, 259, 387, 344)
classified-item[interactable] (31, 1729, 208, 1823)
logo-green-bar (1160, 135, 1537, 142)
tender-table-cell: Supply, Installation and Commissioning of UPS for Probashi Kallyan Bank. (385, 1882, 604, 1912)
story-body: (প্রথম পৃষ্ঠার পর) সম্মেলনকে ঘিরে তৃণমূলের নেতা-কর্মীদের মধ্যে ব্যাপক উৎসাহ-উদ্দীপনা বিরাজ করছে। দলের সাধারণ সম্পাদক বলেন, সংগঠনকে আরও শক্তিশালী করতে কাউন্সিলরদের মতামতের ভিত্তিতে নতুন নেতৃত্ব নির্বাচন করা হবে। আগামী জাতীয় নির্বাচনকে সামনে রেখে দলের সাংগঠনিক কার্যক্রম জোরদার করা হচ্ছে। জেলা ও উপজেলা পর্যায়ে সম্মেলনের প্রস্তুতি প্রায় শেষ পর্যায়ে। নেতারা বলেন, উন্নয়নের ধারাবাহিকতা বজায় রাখতে ঐক্যবদ্ধভাবে কাজ করতে হবে। বিভিন্ন অঙ্গ ও সহযোগী সংগঠনের নেতারাও সম্মেলনে উপস্থিত থাকবেন বলে জানা গেছে। (585, 741, 963, 844)
classified-item-lead: আবশ্যক : (38, 688, 94, 700)
headline[interactable]: সরকারবিরোধী আন্দোলনে মাঠে (1232, 533, 1475, 556)
tender-dept: IT OPERATION & DFS DEPARTMENT (358, 1670, 601, 1686)
tender-table-header: Tender Last Closing date & Time (689, 1763, 777, 1793)
tender-table-row (231, 1822, 777, 1852)
tender-table-cell: 30-Nov-2022 1:00 PM (605, 1793, 689, 1822)
classified-item[interactable] (31, 1649, 208, 1729)
headline[interactable]: ঢাবি উপাচার্যের সঙ্গে চীনা রাষ্ট্রদূতের সাক্ষাৎ (975, 163, 1158, 210)
logo-wordmark: বাংলাদেশ প্রতিদিন (1160, 35, 1537, 97)
classified-item-text: ভাতোয়ালী বালিকা উচ্চবিদ্যালয়, পোঃ-ভিমপুরিয়া, উপজেলা-কাপাসিয়া, জেলা-গাজীপুর এর জন্য সরকারি বিধিমালার আওতায় এমপিও নীতিমালা-২০২১ মোতাবেক শূন্যপদে একজন প্রধান শিক্ষক আবশ্যক। আগ্রহী প্রার্থীদের আবেদন আগামী ১৫ দিনের মধ্যে ১০০০ টাকার ব্যাংক ড্রাফটসহ প্রয়োজনীয় কাগজপত্রসহ সভাপতি বরাবর আবেদন করুন। (38, 194, 202, 338)
classified-item-lead: প্লট বিক্রয় : (223, 745, 288, 758)
classified-item-ref: সি: ১০৬৩৩/২২ (142, 1994, 202, 2006)
tender-table-cell: 07-Dec-2022 2:00 PM (689, 1822, 777, 1852)
story-continued-text: জর্জিয়া অঙ্গরাজ্যে রানঅফ ভোটের মাধ্যমে সিনেটের আরও একটি আসনের ফল নির্ধারিত হবে। নির্বাচনের ফলাফলে দুই দলই নিজেদের অবস্থান শক্ত করার দাবি করছে। (1169, 870, 1537, 897)
tender-footer: This is an online tender which will be published in the national e-GP portal and no offline/hard copies will be accepted. To submit e-Tender, registration in the national e-GP system portal (https://www.eprocure.gov.bd) is required. The fees for downloading the e-Tender documents from the National e-GP system portal have to be deposited online through any registered bank branches. Further information and guidelines are available in the National e-GP System portal and from e-GP help desk (helpdesk@eprocure.gov.bd). (230, 1920, 777, 1973)
column-divider (969, 161, 970, 1633)
classified-item-lead: নিয়োগ : (38, 360, 92, 373)
headline[interactable]: শিল্পকলায় শিশুশিল্পী (418, 791, 558, 811)
classified-item-text: জরুরীভিত্তিতে উচ্চবেতনে কোম্পানির অফিসিয়াল কাজে ২ জন পিওন (পুরুষ/মহিলা), ১ জন সুপারভাইজার (এসএসসি-বিএ) নিয়োগ দেওয়া হবে। যোগাযোগ: বাড়ি-৮৮, রোড-১০/বি, বনানী। (38, 360, 202, 446)
story-radiation (585, 483, 963, 626)
classified-item[interactable] (403, 1337, 573, 1403)
ad-category-item: ক-শ্রেণি : প্রাথমিক বিদ্যালয়/উচ্চ বিদ্যালয়/এবতেদায়ী মাদ্রাসা/দাখিল মাদ্রাসা/কলেজ/বিশ্ববিদ্যালয়। (813, 1903, 1522, 1928)
ad-banner: ভর্তি বিজ্ঞপ্তি (1180, 1390, 1332, 1435)
headline[interactable]: আওয়ামী লীগ এখন (696, 710, 852, 733)
headline[interactable]: কাঞ্চনজঙ্ঘা দেখতে (1277, 163, 1430, 186)
classified-item-text: আমার এসএসসি পাশের মূল সার্টিফিকেট হারিয়ে গিয়েছে। রোল নং: ১২৩৪৫৬, রেজি. নং: ৭৮৯০১২, সেশন: ২০১৬-১৭। কেউ পেয়ে থাকলে যোগাযোগ করুন। (223, 1487, 387, 1558)
story-continued-text: বায়ুদূষণ রোধে নির্মাণকাজে নিয়ম মেনে চলা, রাস্তায় পানি ছিটানো এবং ইটভাটা নিয়ন্ত্রণের ওপর গুরুত্ব দিয়েছেন পরিবেশবিদরা। (402, 636, 574, 694)
classified-sale-box (31, 1382, 209, 2250)
classified-item[interactable] (216, 458, 393, 552)
classified-item-text: রাজউক উত্তরা ১৬/১৭ নং সেক্টরে ৩ কাঠার প্লট বিক্রয় হবে। যোগাযোগ: ০১৭১১-৩৪৪৬০২। (38, 1415, 203, 1456)
classified-item[interactable] (216, 646, 393, 740)
ad-category-list (812, 1902, 1523, 2078)
tender-table-cell: 30-Nov-2022 2:00 PM (605, 1882, 689, 1912)
classified-property-box (215, 161, 394, 1448)
classified-item-lead: জমি বিক্রয় : (223, 919, 282, 932)
tender-table-header: Tender Last Selling date & Time (605, 1763, 689, 1793)
classified-item-lead: প্লট বিক্রয় : (38, 1574, 105, 1587)
classified-item-ref: সি: ১০৬২১/২২ (142, 1806, 202, 1818)
mujib-year-logo: মুজিববর্ষ (680, 1652, 777, 1694)
classified-item-text: পূর্বাচল ১০নং সেক্টরের পশ্চিমে বাণিজ্যিক এলাকায়, কম দামে ৩,৫,১০ কাঠা প্লট বিক্রয় হবে। মূল্য পরিশোধের পূর্বেই রেজিস্ট্রেশন, কাঠা প্রতি ১ লক্ষ টাকা। ০১৯৯৩২১৯৩৯৯। (223, 745, 387, 816)
ad-university-title: ঢাকা বিশ্ববিদ্যালয় (1209, 1313, 1353, 1337)
ad-office: বিভাগীয় বন কর্মকর্তার কার্যালয় (1150, 1679, 1298, 1694)
masthead (31, 14, 1537, 153)
classified-item-lead: প্লট বিক্রয় : (223, 1078, 284, 1091)
tender-table-cell: 3. (231, 1852, 259, 1882)
story-continued-text: সমমনা দলগুলোর সঙ্গে যুগপৎ আন্দোলনের রূপরেখা চূড়ান্ত করতে ধারাবাহিক বৈঠক চলছে। নেতারা বলেন, শান্তিপূর্ণ উপায়ে জনগণের অধিকার আদায়ে আন্দোলন চালিয়ে যাওয়া হবে। (1169, 627, 1537, 655)
tender-table-cell: Supply, Installation & Commissioning of Desktop Computer of Probashi Kallyan Bank. (385, 1822, 604, 1852)
classified-item-text: কুমিল্লার নামীয় প্রতিষ্ঠানে মার্কেটিং অফিসার, ডাটাএন্ট্রি অপারেটর, গাড়িচালক ও হিসাবরক্ষক পদে লোক নিয়োগ দেওয়া হবে। আবেদনের শেষ তারিখ ৩০.১১.২০২২। যোগাযোগ: ০১৭১১-২৫৮৪৭১। (38, 470, 202, 555)
story-private-university (1169, 949, 1537, 1123)
ad-office-address: উপকূলীয় বন বিভাগ, নোয়াখালী। (1143, 1699, 1304, 1714)
ad-headline-2: আবেদনপত্র আহবানের বিজ্ঞপ্তি (812, 1764, 1523, 1813)
story-continued-text: বক্তারা বলেন, দেশের গণতন্ত্র পুনরুদ্ধারে সকলকে ঐক্যবদ্ধভাবে রাজপথে নামতে হবে। আগামী দিনে আরও বৃহত্তর কর্মসূচি দেওয়া হবে বলে জানান তারা। (975, 1153, 1158, 1211)
ad-category-item: গ-শ্রেণি : ব্যক্তি পর্যায়ে বৃক্ষরোপণ। (813, 1953, 1522, 1978)
